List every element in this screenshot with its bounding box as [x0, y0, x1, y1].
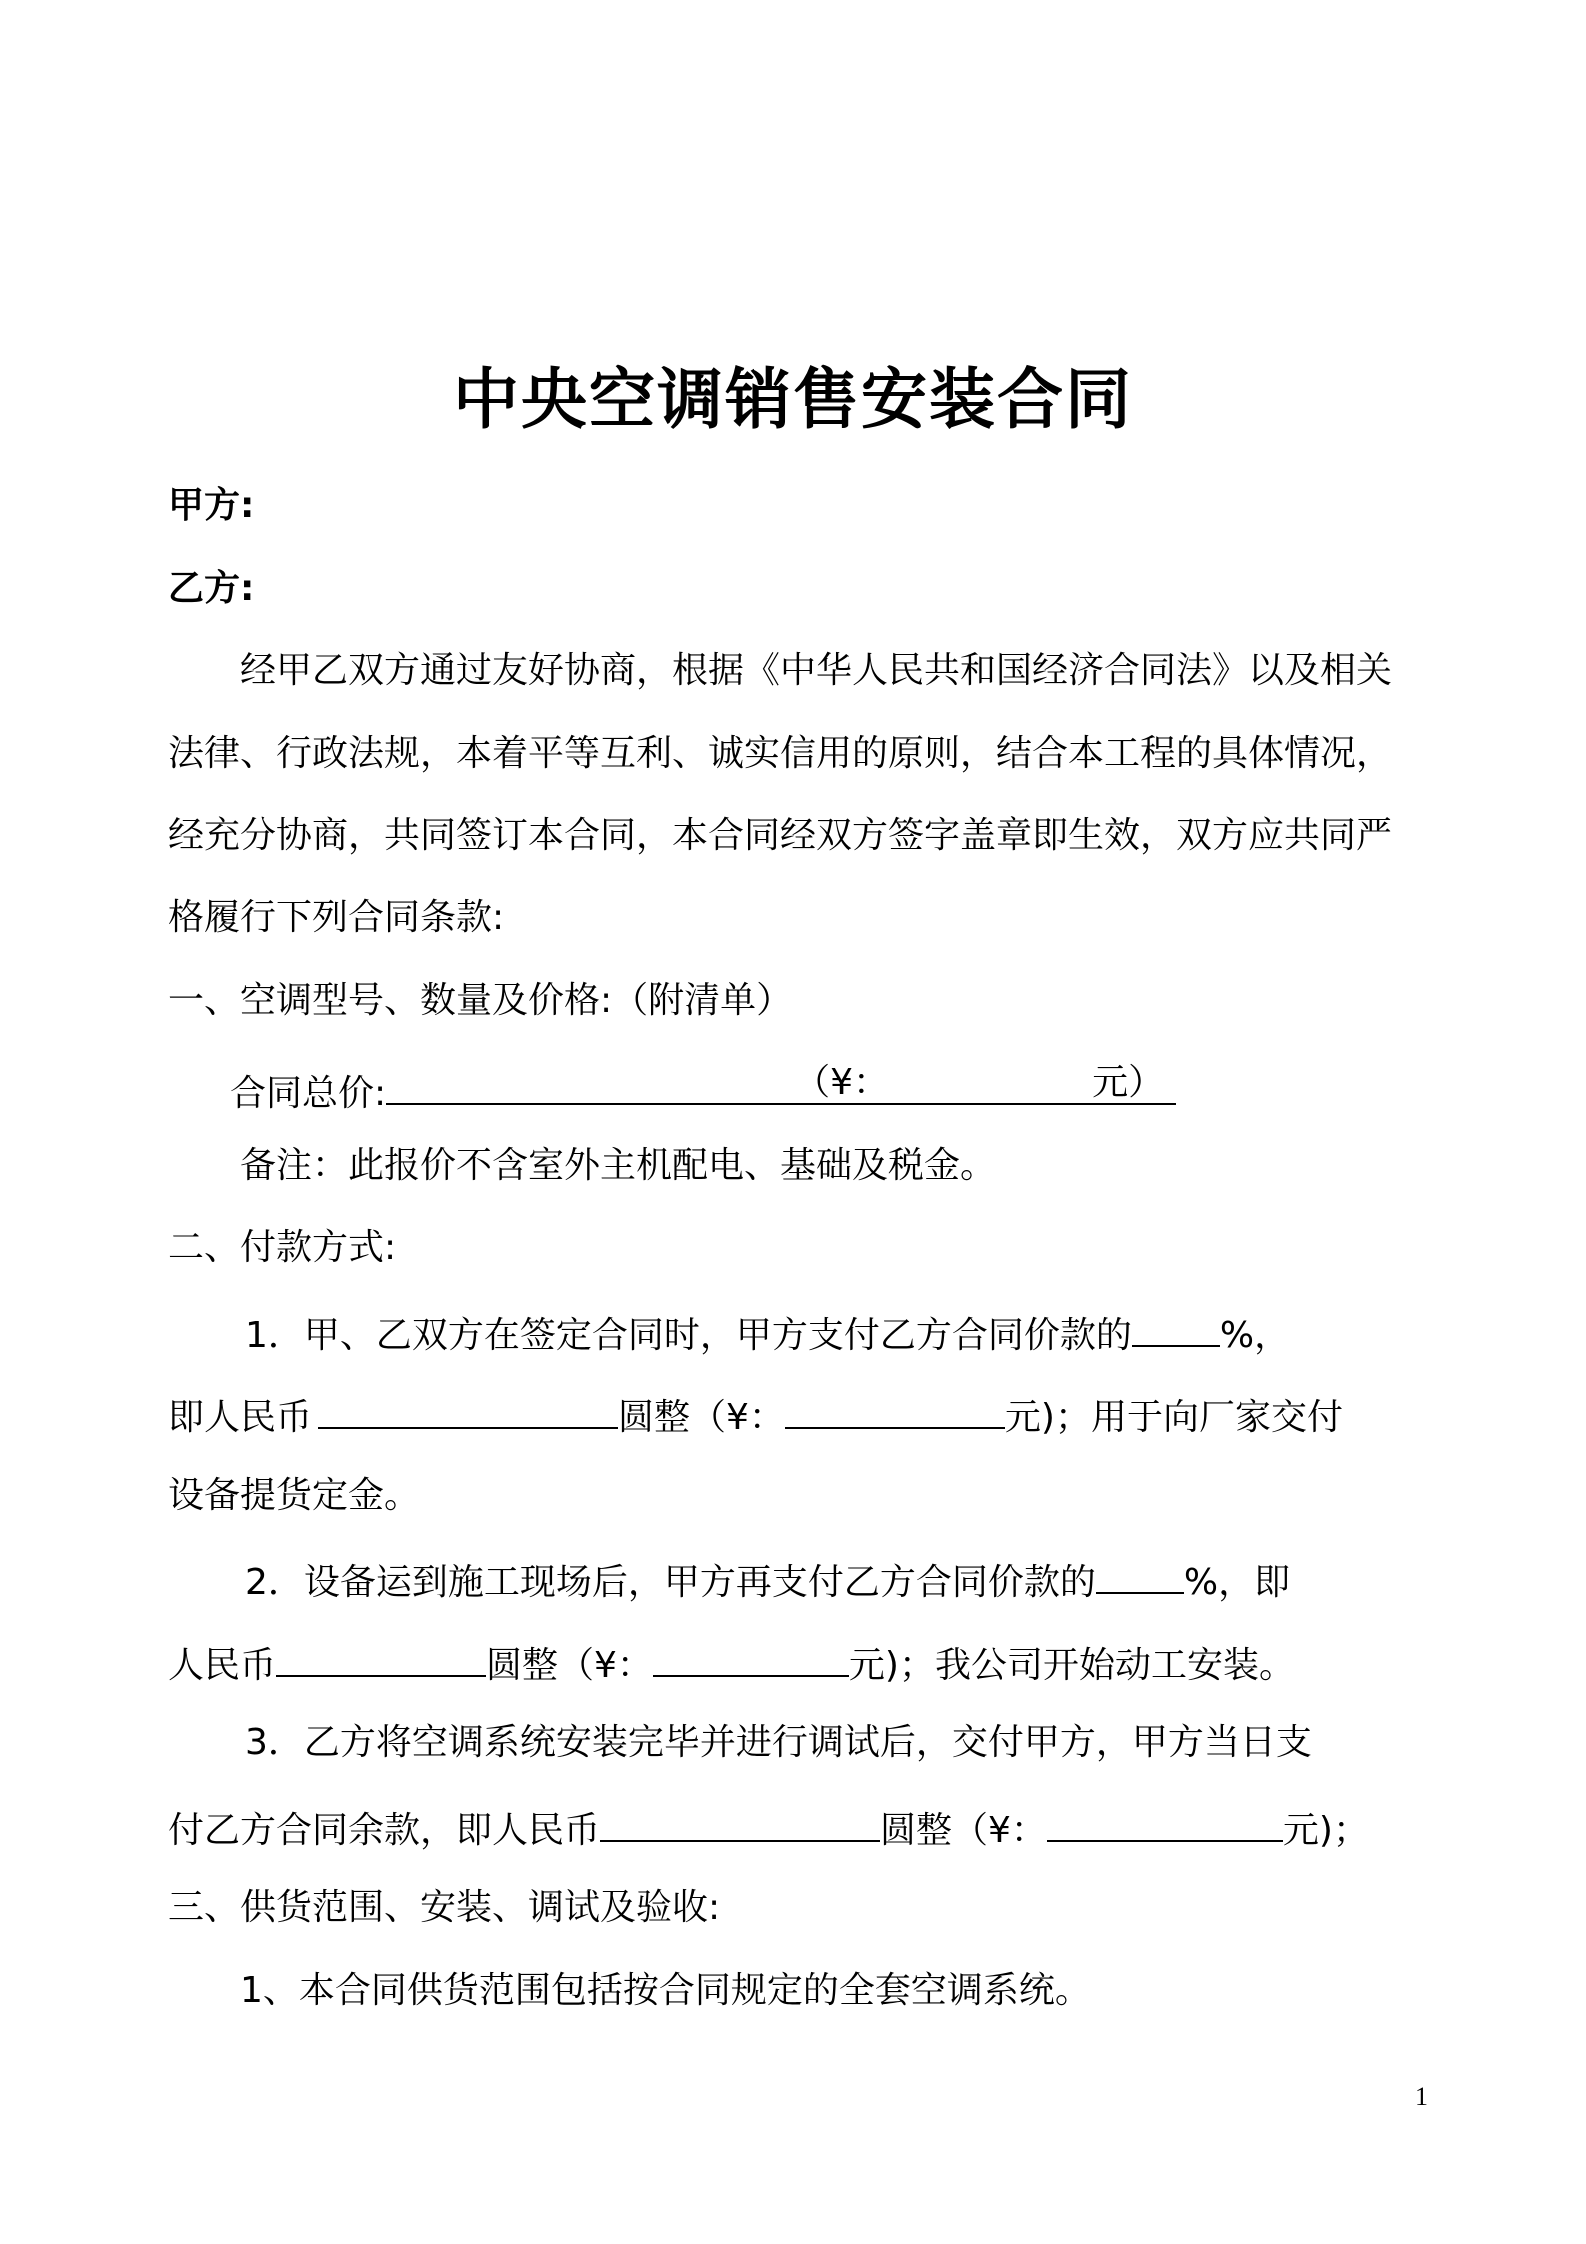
intro-line-1: 经甲乙双方通过友好协商，根据《中华人民共和国经济合同法》以及相关 [240, 650, 1393, 691]
payment-item-1-line-1 [245, 1305, 1505, 1362]
contract-total-unit: 元） [1092, 1062, 1165, 1103]
party-a-label: 甲方: [168, 485, 255, 526]
rmb-label: 即人民币 [168, 1397, 313, 1438]
payment-item-1-suffix: 元)；用于向厂家交付 [1004, 1397, 1343, 1438]
payment-item-3-line-1: 3．乙方将空调系统安装完毕并进行调试后，交付甲方，甲方当日支 [245, 1722, 1312, 1763]
section-1-heading: 一、空调型号、数量及价格:（附清单） [168, 980, 793, 1021]
intro-line-2: 法律、行政法规，本着平等互利、诚实信用的原则，结合本工程的具体情况， [168, 733, 1393, 774]
contract-total-row [230, 1057, 1490, 1120]
payment-item-2-suffix: 元)；我公司开始动工安装。 [848, 1645, 1295, 1686]
section-3-item-1: 1、本合同供货范围包括按合同规定的全套空调系统。 [240, 1970, 1091, 2011]
section-1-note: 备注：此报价不含室外主机配电、基础及税金。 [240, 1145, 997, 1186]
payment-item-3-suffix: 元)； [1282, 1810, 1369, 1851]
deposit-amount-number-field[interactable] [785, 1387, 1005, 1429]
second-amount-words-field[interactable] [276, 1635, 486, 1677]
second-amount-number-field[interactable] [653, 1635, 849, 1677]
payment-item-2-text: 2．设备运到施工现场后，甲方再支付乙方合同价款的 [245, 1562, 1096, 1603]
intro-line-3: 经充分协商，共同签订本合同，本合同经双方签字盖章即生效，双方应共同严 [168, 815, 1393, 856]
deposit-percent-field[interactable] [1132, 1305, 1220, 1347]
section-3-heading: 三、供货范围、安装、调试及验收: [168, 1887, 721, 1928]
yuan-zheng-label: 圆整（¥： [618, 1397, 785, 1438]
party-b-label: 乙方: [168, 568, 255, 609]
page-number: 1 [1415, 2082, 1428, 2111]
payment-item-3-text: 付乙方合同余款，即人民币 [168, 1810, 601, 1851]
contract-total-currency: （¥： [794, 1062, 890, 1103]
percent-sign-2: %，即 [1183, 1562, 1291, 1603]
intro-line-4: 格履行下列合同条款: [168, 897, 505, 938]
balance-amount-number-field[interactable] [1047, 1800, 1283, 1842]
payment-item-2-line-1 [245, 1552, 1505, 1609]
yuan-zheng-label-2: 圆整（¥： [486, 1645, 653, 1686]
payment-item-2-line-2 [168, 1635, 1428, 1692]
rmb-label-2: 人民币 [168, 1645, 277, 1686]
contract-total-label: 合同总价: [230, 1073, 387, 1114]
document-title: 中央空调销售安装合同 [453, 361, 1133, 438]
payment-item-1-line-3: 设备提货定金。 [168, 1475, 421, 1516]
percent-sign: %， [1219, 1315, 1291, 1356]
yuan-zheng-label-3: 圆整（¥： [880, 1810, 1047, 1851]
payment-item-1-line-2 [168, 1387, 1428, 1444]
contract-total-field[interactable] [386, 1057, 1176, 1105]
deposit-amount-words-field[interactable] [318, 1387, 618, 1429]
payment-item-1-text: 1．甲、乙双方在签定合同时，甲方支付乙方合同价款的 [245, 1315, 1132, 1356]
section-2-heading: 二、付款方式: [168, 1227, 397, 1268]
balance-amount-words-field[interactable] [600, 1800, 880, 1842]
payment-item-3-line-2 [168, 1800, 1428, 1857]
second-percent-field[interactable] [1096, 1552, 1184, 1594]
